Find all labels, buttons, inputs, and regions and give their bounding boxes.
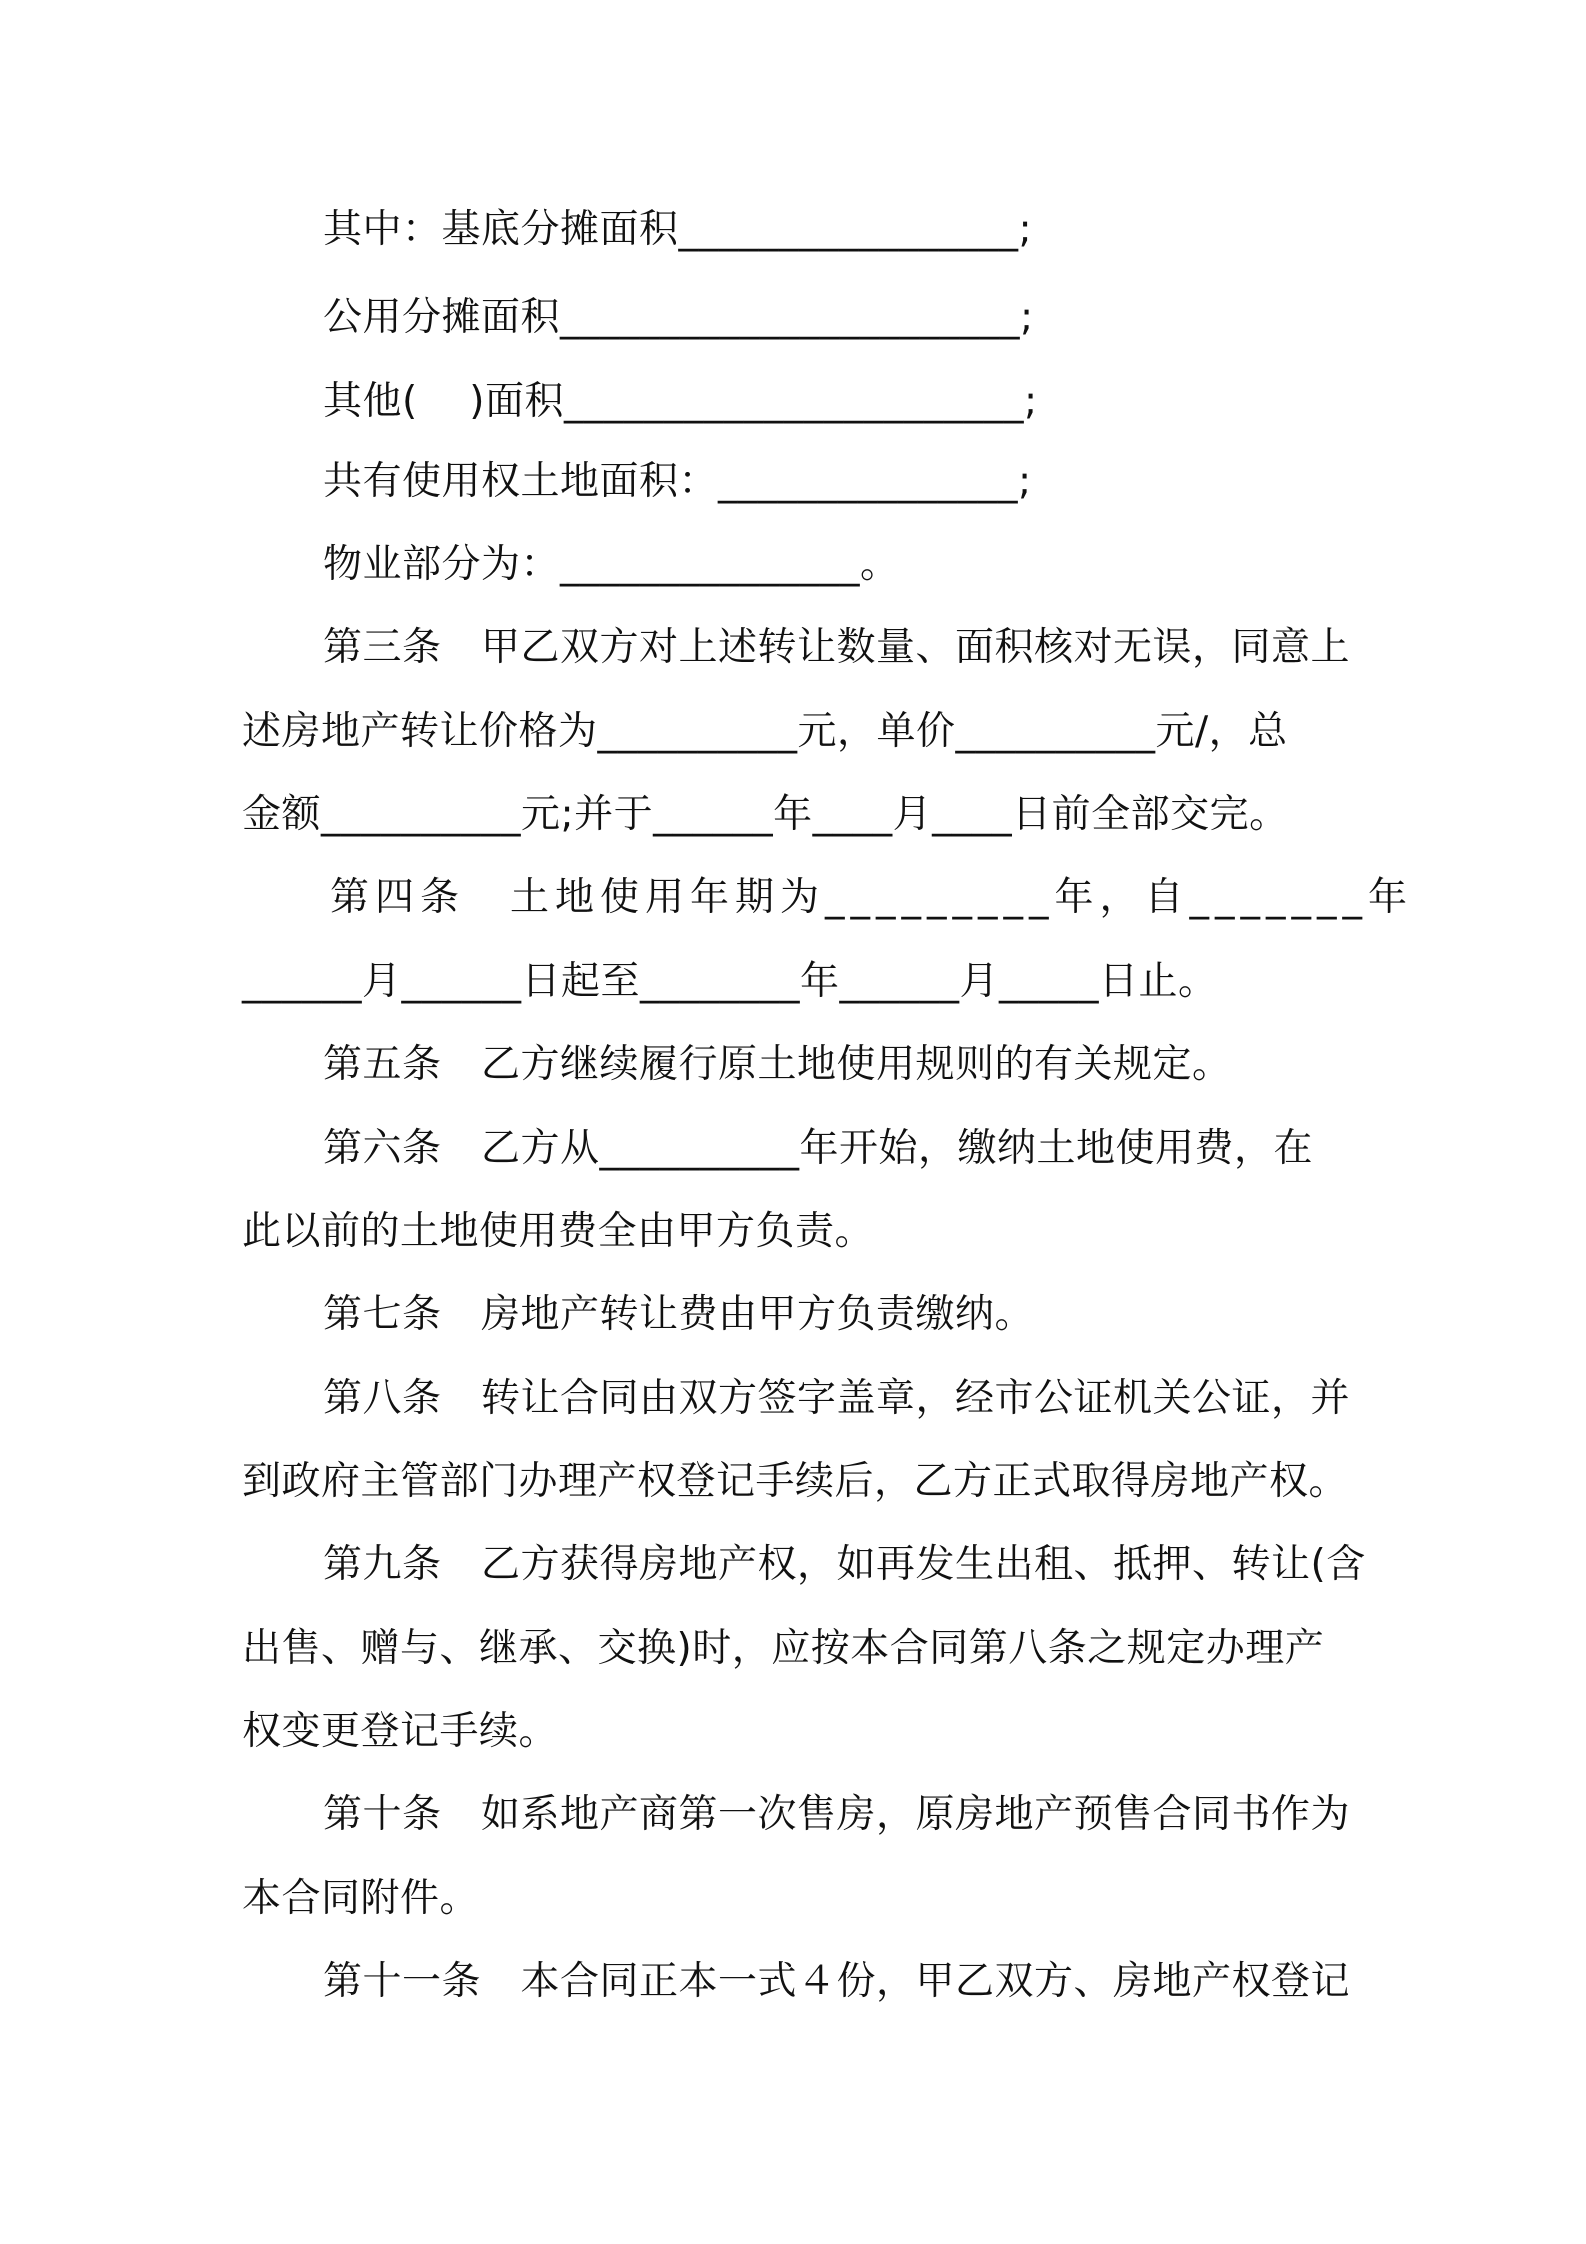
article-4-line-2: ______月______日起至________年______月_____日止。 (242, 959, 1218, 1004)
article-10-line-1: 第十条 如系地产商第一次售房，原房地产预售合同书作为 (323, 1792, 1351, 1837)
article-6-line-1: 第六条 乙方从__________年开始，缴纳土地使用费，在 (323, 1126, 1314, 1171)
article-5-line-1: 第五条 乙方继续履行原土地使用规则的有关规定。 (323, 1042, 1232, 1087)
article-9-line-3: 权变更登记手续。 (242, 1709, 559, 1754)
article-6-line-2: 此以前的土地使用费全由甲方负责。 (242, 1209, 875, 1254)
text-line: 公用分摊面积_______________________; (323, 295, 1034, 340)
text-line: 共有使用权土地面积：_______________; (323, 459, 1032, 504)
article-8-line-2: 到政府主管部门办理产权登记手续后，乙方正式取得房地产权。 (242, 1459, 1349, 1504)
article-3-line-3: 金额__________元;并于______年____月____日前全部交完。 (242, 792, 1289, 837)
article-11-line-1: 第十一条 本合同正本一式４份，甲乙双方、房地产权登记 (323, 1959, 1351, 2004)
article-7-line-1: 第七条 房地产转让费由甲方负责缴纳。 (323, 1292, 1035, 1337)
article-9-line-2: 出售、赠与、继承、交换)时，应按本合同第八条之规定办理产 (242, 1626, 1325, 1671)
text-line: 其中：基底分摊面积_________________; (323, 207, 1033, 252)
text-line: 物业部分为：_______________。 (323, 542, 900, 587)
article-9-line-1: 第九条 乙方获得房地产权，如再发生出租、抵押、转让(含 (323, 1542, 1366, 1587)
article-3-line-2: 述房地产转让价格为__________元，单价__________元/，总 (242, 709, 1288, 754)
article-8-line-1: 第八条 转让合同由双方签字盖章，经市公证机关公证，并 (323, 1376, 1351, 1421)
article-4-line-1: 第四条 土地使用年期为_________年，自_______年 (330, 875, 1414, 920)
text-line: 其他( )面积_______________________; (323, 379, 1038, 424)
article-3-line-1: 第三条 甲乙双方对上述转让数量、面积核对无误，同意上 (323, 625, 1351, 670)
article-10-line-2: 本合同附件。 (242, 1876, 480, 1921)
